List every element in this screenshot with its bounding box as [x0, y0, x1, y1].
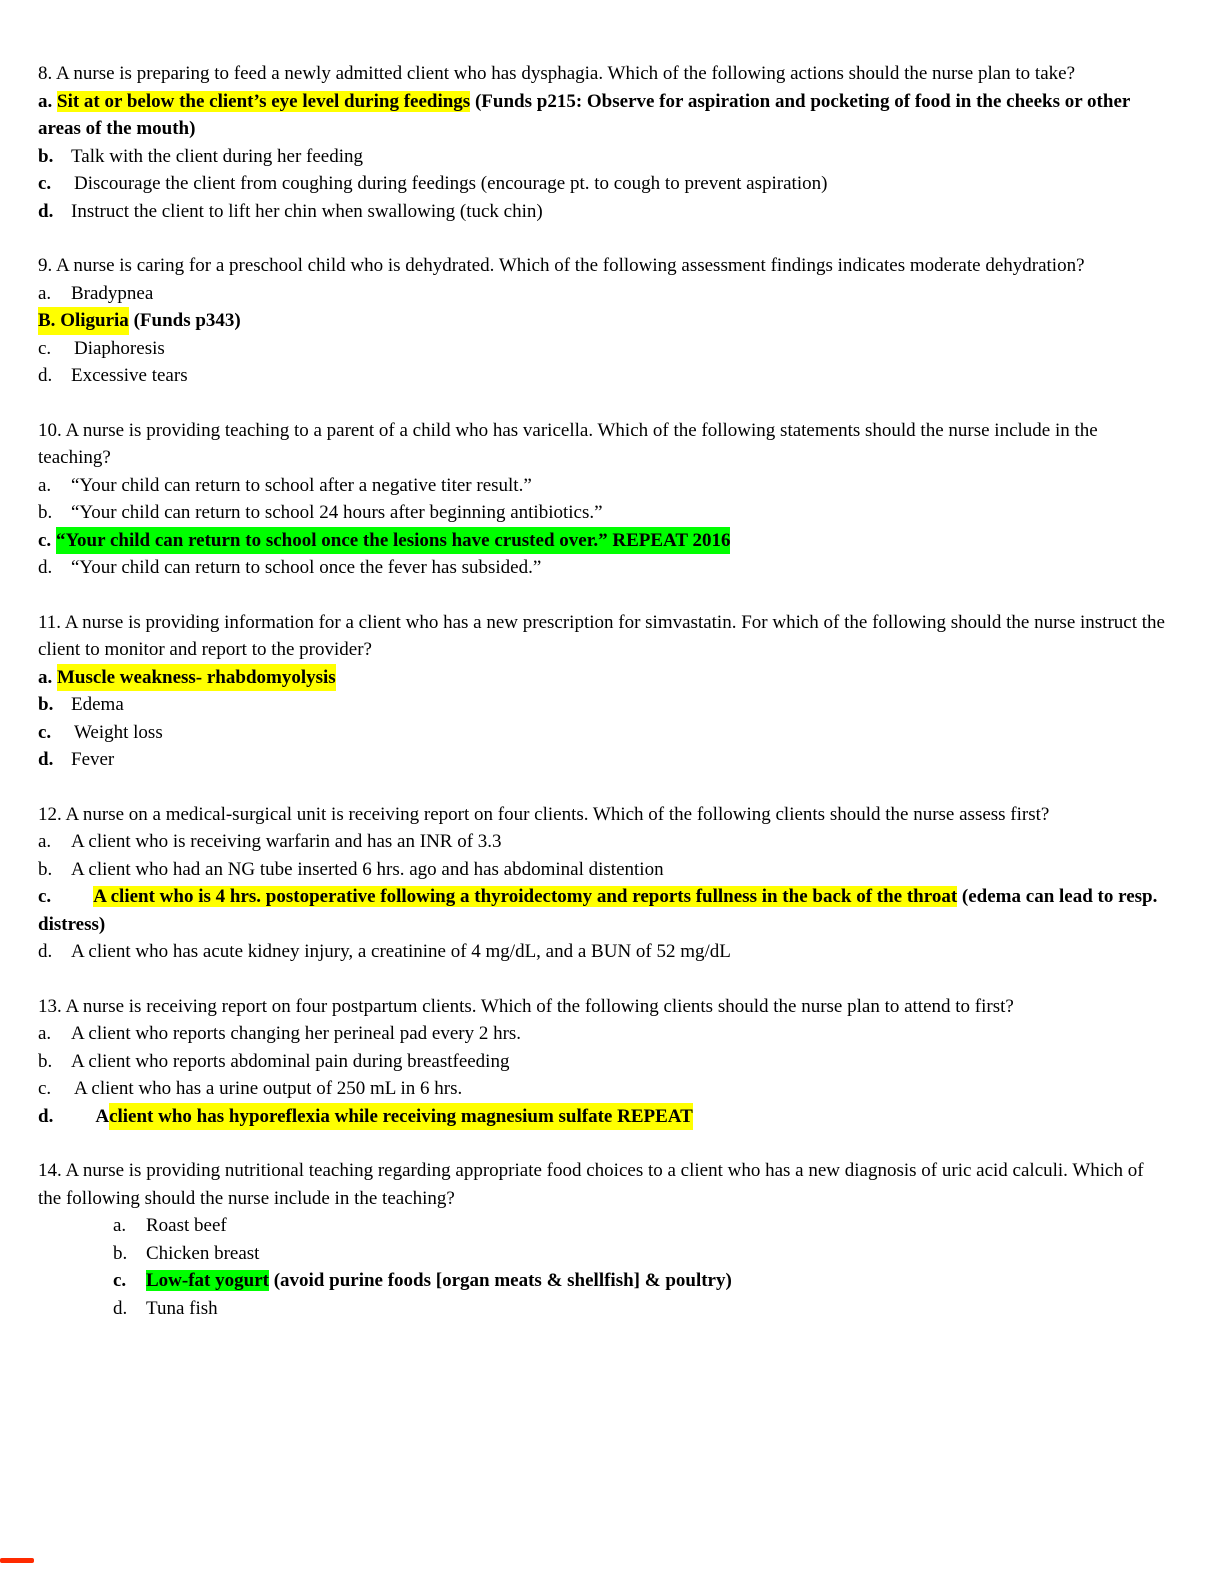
question-stem: 10. A nurse is providing teaching to a parent of a child who has varicella. Which of the following statements should the nurse include in the teaching?	[38, 419, 1098, 468]
option-text-lead: A	[95, 1105, 110, 1127]
option-letter: d.	[38, 200, 54, 222]
option-letter: c.	[38, 337, 52, 359]
option-text: “Your child can return to school 24 hours after beginning antibiotics.”	[71, 502, 603, 523]
answer-option	[38, 198, 1168, 226]
option-letter: c.	[38, 529, 52, 551]
option-letter: a.	[38, 831, 52, 852]
answer-note: (edema can lead to resp. distress)	[38, 886, 1158, 935]
option-letter: d.	[38, 1105, 54, 1127]
option-letter: b.	[38, 145, 54, 167]
option-text: A client who reports abdominal pain during breastfeeding	[71, 1050, 510, 1072]
option-text: Bradypnea	[71, 282, 154, 304]
option-letter: b.	[113, 1242, 128, 1264]
option-text: Excessive tears	[71, 365, 188, 386]
option-letter: d.	[38, 557, 53, 578]
option-letter: c.	[38, 721, 52, 743]
question-stem: 14. A nurse is providing nutritional teaching regarding appropriate food choices to a client who has a new diagnosis of uric acid calculi. Which of the following should the nurse include in the teaching?	[38, 1160, 1144, 1209]
option-text: A client who reports changing her perineal pad every 2 hrs.	[71, 1023, 522, 1044]
document-page	[38, 60, 1168, 1322]
question-11	[38, 609, 1168, 774]
option-text: A client who has a urine output of 250 mL in 6 hrs.	[74, 1078, 463, 1099]
option-text: “Your child can return to school once the fever has subsided.”	[71, 557, 542, 578]
option-letter: d.	[38, 941, 53, 962]
answer-option	[38, 335, 1168, 363]
highlighted-answer: Low-fat yogurt	[146, 1270, 269, 1291]
answer-option	[38, 1048, 1168, 1076]
option-letter: c.	[113, 1270, 127, 1291]
question-stem: 13. A nurse is receiving report on four postpartum clients. Which of the following clients should the nurse plan to attend to first?	[38, 995, 1014, 1017]
answer-option	[38, 828, 1168, 856]
option-letter: a.	[38, 282, 52, 304]
option-letter: b.	[38, 1050, 53, 1072]
question-14	[38, 1157, 1168, 1322]
answer-option-correct	[38, 88, 1168, 143]
answer-note: (Funds p215: Observe for aspiration and pocketing of food in the cheeks or other areas of the mouth)	[38, 90, 1130, 139]
option-text: Fever	[71, 749, 115, 770]
question-9	[38, 252, 1168, 390]
question-12	[38, 801, 1168, 966]
option-letter: a.	[38, 90, 53, 112]
option-text: Discourage the client from coughing during feedings (encourage pt. to cough to prevent aspiration)	[74, 173, 828, 194]
answer-note: (Funds p343)	[133, 310, 241, 331]
answer-option	[38, 938, 1168, 966]
option-text: A client who has acute kidney injury, a creatinine of 4 mg/dL, and a BUN of 52 mg/dL	[71, 941, 731, 962]
option-text: Chicken breast	[146, 1242, 260, 1264]
highlighted-answer	[38, 307, 129, 335]
answer-option	[38, 856, 1168, 884]
option-text: Talk with the client during her feeding	[71, 145, 364, 167]
option-letter: c.	[38, 1078, 52, 1099]
option-text: Roast beef	[146, 1215, 227, 1236]
option-letter: d.	[38, 749, 54, 770]
option-letter: a.	[38, 474, 52, 496]
answer-option	[38, 1240, 1168, 1268]
question-stem: 12. A nurse on a medical-surgical unit is receiving report on four clients. Which of the following clients should the nurse assess first?	[38, 803, 1050, 825]
option-letter: c.	[38, 173, 52, 194]
option-text: Oliguria	[60, 310, 129, 331]
answer-option	[38, 691, 1168, 719]
question-8	[38, 60, 1168, 225]
option-text: Instruct the client to lift her chin when swallowing (tuck chin)	[71, 200, 543, 222]
answer-option-correct	[38, 883, 1168, 938]
answer-option-correct	[38, 1103, 1168, 1131]
question-stem: 9. A nurse is caring for a preschool child who is dehydrated. Which of the following assessment findings indicates moderate dehydration?	[38, 255, 1085, 276]
option-letter: c.	[38, 886, 52, 907]
option-letter: d.	[113, 1297, 128, 1319]
answer-option	[38, 719, 1168, 747]
answer-option	[38, 280, 1168, 308]
answer-option	[38, 1295, 1168, 1323]
answer-option-correct	[38, 307, 1168, 335]
option-text: “Your child can return to school after a negative titer result.”	[71, 474, 532, 496]
answer-option	[38, 499, 1168, 527]
highlighted-answer: Muscle weakness- rhabdomyolysis	[57, 664, 336, 692]
corner-mark	[0, 1558, 34, 1563]
question-stem: 11. A nurse is providing information for a client who has a new prescription for simvastatin. For which of the following should the nurse instruct the client to monitor and report to the provider?	[38, 611, 1165, 660]
question-stem: 8. A nurse is preparing to feed a newly admitted client who has dysphagia. Which of the following actions should the nurse plan to take?	[38, 63, 1076, 84]
option-letter: B.	[38, 310, 56, 331]
highlighted-answer: client who has hyporeflexia while receiving magnesium sulfate REPEAT	[109, 1103, 693, 1131]
answer-option	[38, 362, 1168, 390]
answer-option	[38, 1020, 1168, 1048]
answer-option	[38, 554, 1168, 582]
highlighted-answer: A client who is 4 hrs. postoperative following a thyroidectomy and reports fullness in the back of the throat	[93, 886, 958, 907]
option-letter: d.	[38, 365, 53, 386]
option-letter: a.	[38, 1023, 52, 1044]
answer-option-correct	[38, 664, 1168, 692]
answer-option-correct	[38, 527, 1168, 555]
highlighted-answer: Sit at or below the client’s eye level during feedings	[57, 90, 471, 112]
option-text: Edema	[71, 694, 124, 715]
option-letter: a.	[113, 1215, 127, 1236]
question-10	[38, 417, 1168, 582]
option-letter: b.	[38, 502, 53, 523]
option-text: Weight loss	[74, 721, 163, 743]
question-13	[38, 993, 1168, 1131]
answer-option	[38, 143, 1168, 171]
option-letter: b.	[38, 694, 54, 715]
answer-option	[38, 1075, 1168, 1103]
option-text: Tuna fish	[146, 1297, 218, 1319]
highlighted-answer: “Your child can return to school once the lesions have crusted over.” REPEAT 2016	[56, 527, 731, 555]
answer-option	[38, 472, 1168, 500]
answer-option	[38, 746, 1168, 774]
option-text: Diaphoresis	[74, 337, 165, 359]
answer-option-correct	[38, 1267, 1168, 1295]
answer-option	[38, 1212, 1168, 1240]
option-letter: b.	[38, 858, 53, 880]
option-text: A client who is receiving warfarin and has an INR of 3.3	[71, 831, 502, 852]
option-letter: a.	[38, 666, 53, 688]
answer-option	[38, 170, 1168, 198]
option-text: A client who had an NG tube inserted 6 hrs. ago and has abdominal distention	[71, 858, 664, 880]
answer-note: (avoid purine foods [organ meats & shellfish] & poultry)	[273, 1270, 732, 1291]
